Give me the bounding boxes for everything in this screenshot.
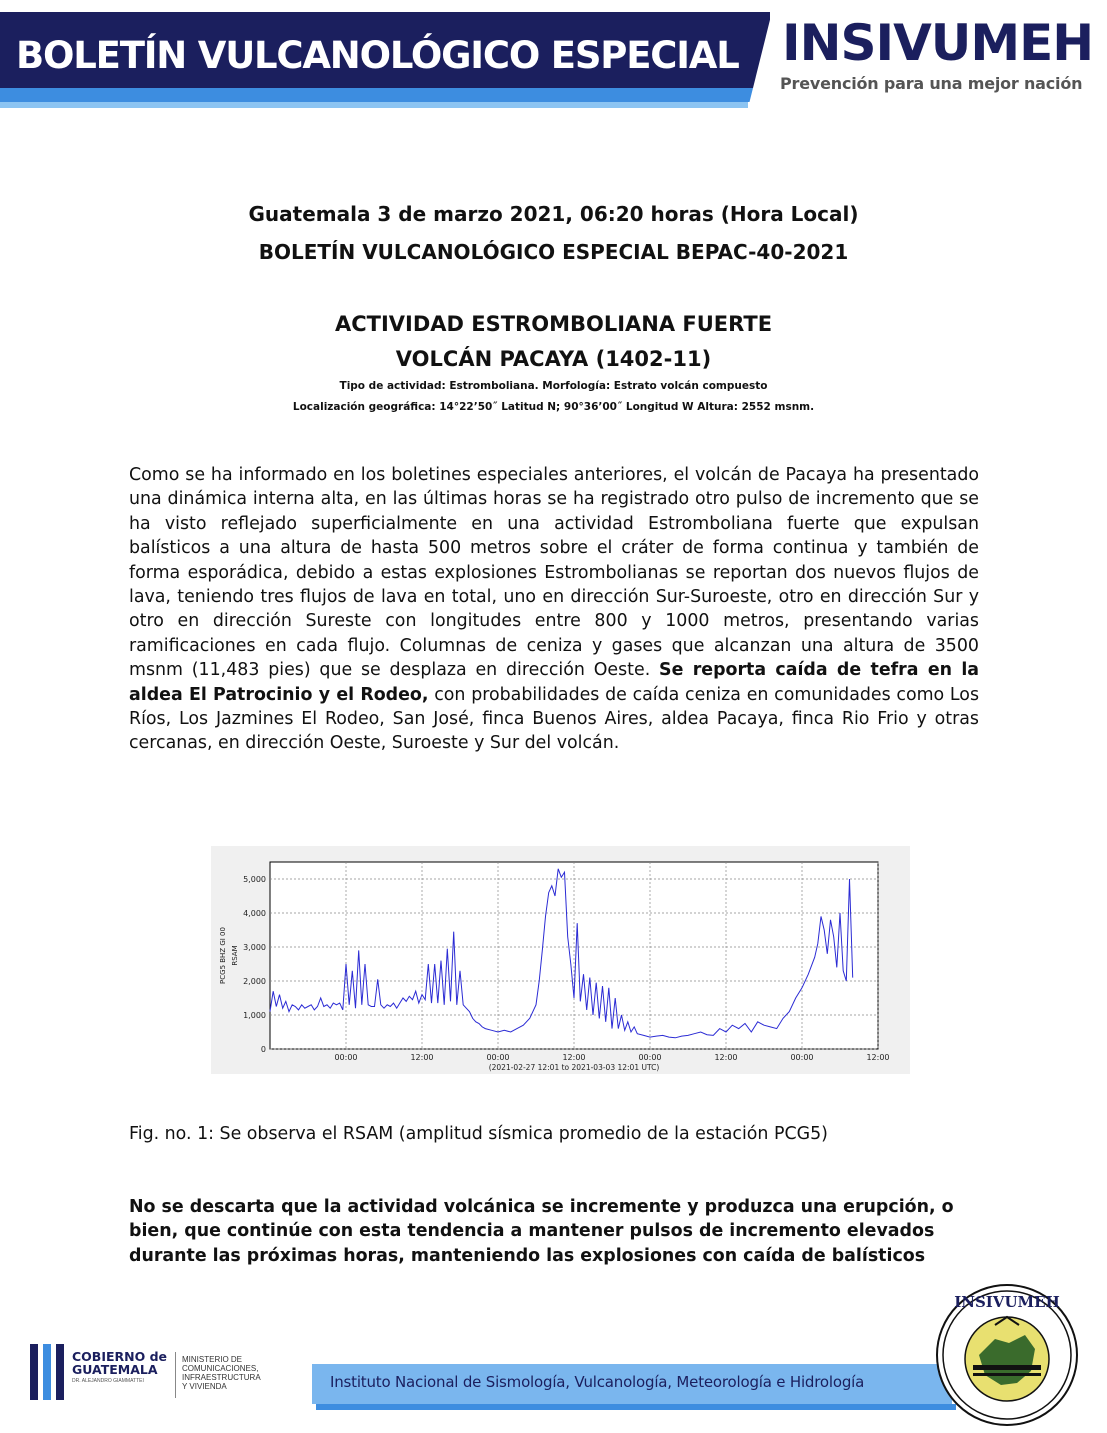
brand-tagline: Prevención para una mejor nación [780,74,1083,93]
x-tick-label: 12:00 [714,1053,738,1062]
footer-band-dark [316,1404,956,1410]
gov-bar [43,1344,51,1400]
y-axis-station-label: PCG5 BHZ GI 00 [219,927,227,984]
x-tick-label: 12:00 [562,1053,586,1062]
x-tick-label: 00:00 [638,1053,662,1062]
body-paragraph [129,463,979,756]
banner-title: BOLETÍN VULCANOLÓGICO ESPECIAL [16,34,739,77]
insivumeh-seal-icon [935,1283,1079,1427]
header-stripe-light [0,102,748,108]
geo-location: Localización geográfica: 14°22’50˝ Latitud N; 90°36’00˝ Longitud W Altura: 2552 msnm. [292,401,815,413]
seal-text: INSIVUMEH [954,1293,1060,1311]
paragraph-part1: Como se ha informado en los boletines especiales anteriores, el volcán de Pacaya ha presentado una dinámica interna alta, en las últimas horas se ha registrado otro pulso de incremento que se ha visto reflejado superficialmente en una actividad Estromboliana fuerte que expulsan balísticos a una altura de hasta 500 metros sobre el cráter de forma continua y también de forma esporádica, debido a estas explosiones Estrombolianas se reportan dos nuevos flujos de lava, teniendo tres flujos de lava en total, uno en dirección Sur-Suroeste, otro en dirección Sur y otro en dirección Sureste con longitudes entre 800 y 1000 metros, presentando varias ramificaciones en cada flujo. Columnas de ceniza y gases que alcanzan una altura de 3500 msnm (11,483 pies) que se desplaza en dirección Oeste. [129,465,979,681]
paragraph-part2: con probabilidades de caída ceniza en comunidades como Los Ríos, Los Jazmines El Rodeo, San José, finca Buenos Aires, aldea Pacaya, finca Rio Frio y otras cercanas, en dirección Oeste, Suroeste y Sur del volcán. [129,684,980,754]
ministry-name: MINISTERIO DE COMUNICACIONES, INFRAESTRUCTURA Y VIVIENDA [182,1355,261,1391]
y-tick-label: 1,000 [243,1011,266,1020]
gov-logo-bars [30,1344,66,1400]
x-tick-label: 12:00 [410,1053,434,1062]
bulletin-date: Guatemala 3 de marzo 2021, 06:20 horas (Hora Local) [248,202,859,226]
brand-logo: INSIVUMEH [782,14,1094,72]
gov-bar [56,1344,64,1400]
gov-sub: DR. ALEJANDRO GIAMMATTEI [72,1378,144,1384]
gov-name [72,1350,167,1376]
gov-name-line2: GUATEMALA [72,1362,158,1377]
x-tick-label: 00:00 [790,1053,814,1062]
paragraph-bold: Se reporta caída de tefra en la aldea El Patrocinio y el Rodeo, [129,660,980,705]
activity-type: Tipo de actividad: Estromboliana. Morfología: Estrato volcán compuesto [339,380,768,392]
rsam-chart [211,846,910,1074]
y-tick-label: 3,000 [243,943,266,952]
y-axis-label: RSAM [231,945,239,966]
bulletin-code: BOLETÍN VULCANOLÓGICO ESPECIAL BEPAC-40-2021 [258,240,849,264]
warning-paragraph: No se descarta que la actividad volcánica se incremente y produzca una erupción, o bien, que continúe con esta tendencia a mantener pulsos de incremento elevados durante las próximas horas, manteniendo las explosiones con caída de balísticos [129,1197,954,1266]
y-tick-label: 2,000 [243,977,266,986]
rsam-chart-svg [211,846,910,1074]
gov-divider [175,1352,176,1398]
activity-title: ACTIVIDAD ESTROMBOLIANA FUERTE [334,312,773,336]
x-axis-label: (2021-02-27 12:01 to 2021-03-03 12:01 UTC) [488,1063,660,1072]
y-tick-label: 0 [260,1045,266,1054]
figure-caption: Fig. no. 1: Se observa el RSAM (amplitud sísmica promedio de la estación PCG5) [129,1124,828,1144]
y-tick-label: 5,000 [243,875,266,884]
x-tick-label: 00:00 [334,1053,358,1062]
x-tick-label: 00:00 [486,1053,510,1062]
gov-bar [30,1344,38,1400]
institute-name: Instituto Nacional de Sismología, Vulcanología, Meteorología e Hidrología [330,1373,865,1391]
volcano-title: VOLCÁN PACAYA (1402-11) [395,347,712,371]
y-tick-label: 4,000 [243,909,266,918]
header-stripe [0,88,758,102]
gov-name-line1: COBIERNO de [72,1349,168,1364]
x-tick-label: 12:00 [866,1053,890,1062]
